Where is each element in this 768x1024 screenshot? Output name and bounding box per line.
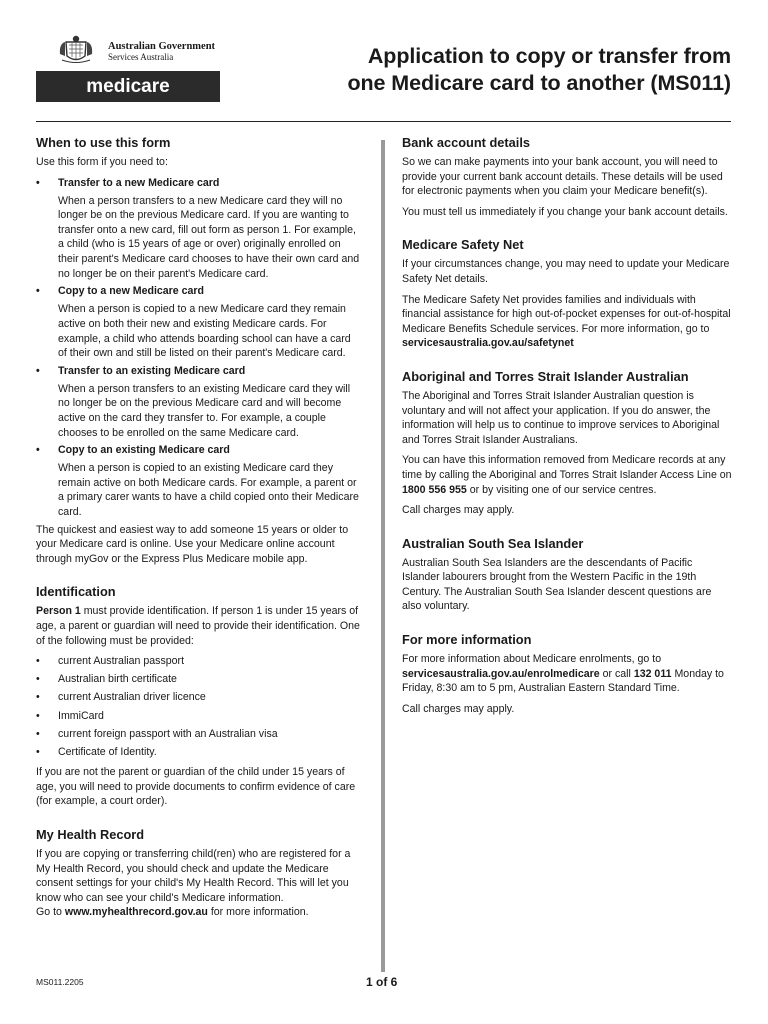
option-title: • Copy to an existing Medicare card [36,443,362,458]
ssi-heading: Australian South Sea Islander [402,535,584,551]
atsi-text: The Aboriginal and Torres Strait Islander Australian question is voluntary and will not affect your application. If you do answer, the information will help us to continue to improve services to Aboriginal and Torres Strait Islander Australians. [402,389,720,446]
safety-net-link[interactable]: servicesaustralia.gov.au/safetynet [402,337,574,350]
health-record-link[interactable]: www.myhealthrecord.gov.au [64,906,208,919]
when-outro: The quickest and easiest way to add someone 15 years or older to your Medicare card is online. Use your Medicare online account through myGov or the Express Plus Medicare mobile app. [36,523,349,565]
medicare-logo: medicare [36,71,220,102]
access-line-phone: 1800 556 955 [402,483,467,496]
bank-heading: Bank account details [402,135,531,150]
health-record-heading: My Health Record [36,827,145,843]
option-title: • Transfer to an existing Medicare card [36,364,362,379]
right-column [402,135,732,722]
left-column [36,135,362,926]
form-code: MS011.2205 [36,977,84,987]
id-document-item: • Australian birth certificate [36,672,362,687]
health-record-text: If you are copying or transferring child(ren) who are registered for a My Health Record, you should check and update the Medicare consent settings for your child's My Health Record. This will let you know who can see your child's Medicare information. Go to www.myhealthrecord.gov.au for more information. [36,848,351,919]
government-logo-text [108,41,215,63]
identification-heading: Identification [36,584,116,600]
option-text: When a person transfers to a new Medicare card they will no longer be on the previous Medicare card. If you are wanting to transfer onto a new card, fill out form as person 1. For example, a child (who is 15 years of age or over) originally enrolled on their parent's Medicare card chooses to have their own card and no longer be on their parent's Medicare card. [58,194,360,280]
government-name: Australian Government [108,41,216,52]
option-title: • Transfer to a new Medicare card [36,176,362,191]
column-divider [381,140,385,972]
id-document-item: • Certificate of Identity. [36,745,362,760]
form-title-line1: Application to copy or transfer from [367,44,731,68]
atsi-call-charges: Call charges may apply. [402,504,515,517]
when-to-use-heading: When to use this form [36,135,171,150]
more-info-heading: For more information [402,632,532,648]
identification-outro: If you are not the parent or guardian of the child under 15 years of age, you will need to provide documents to confirm evidence of care (for example, a court order). [36,766,356,808]
page-number: 1 of 6 [366,975,398,989]
agency-name: Services Australia [108,52,174,62]
bank-notice: You must tell us immediately if you change your bank account details. [402,205,728,218]
coat-of-arms-icon [58,32,94,64]
identification-intro: Person 1 must provide identification. If person 1 is under 15 years of age, a parent or guardian will need to provide their identification. One of the following must be provided: [36,605,360,647]
more-info-text: For more information about Medicare enrolments, go to servicesaustralia.gov.au/enrolmedicare or call 132 011 Monday to Friday, 8:30 am to 5 pm, Australian Eastern Standard Time. [402,653,724,695]
safety-net-info: The Medicare Safety Net provides families and individuals with financial assistance for high out-of-pocket expenses for out-of-hospital Medicare Benefits Schedule services. For more information, go to servicesaustralia.gov.au/safetynet [402,293,731,350]
contact-phone: 132 011 [633,667,672,680]
enrol-medicare-link[interactable]: servicesaustralia.gov.au/enrolmedicare [402,667,600,680]
id-document-item: • current Australian driver licence [36,690,362,705]
more-info-call-charges: Call charges may apply. [402,702,515,715]
atsi-removal-text: You can have this information removed from Medicare records at any time by calling the Aboriginal and Torres Strait Islander Access Line on 1800 556 955 or by visiting one of our service centres. [402,454,732,496]
bank-text: So we can make payments into your bank account, you will need to provide your current bank account details. These details will be used for electronic payments when you claim your Medicare benefit(s). [402,156,723,198]
atsi-heading: Aboriginal and Torres Strait Islander Australian [402,368,689,384]
ssi-text: Australian South Sea Islanders are the descendants of Pacific Islander labourers brought from the Western Pacific in the 19th Century. The Australian South Sea Islander descent questions are also voluntary. [402,556,712,613]
id-document-item: • current Australian passport [36,654,362,669]
when-intro: Use this form if you need to: [36,156,168,168]
safety-net-text: If your circumstances change, you may need to update your Medicare Safety Net details. [402,258,730,285]
option-text: When a person is copied to an existing Medicare card they remain active on both Medicare cards. For example, a parent or a primary carer wants to have a child copied onto their Medicare card. [58,462,359,519]
page-header [36,30,731,120]
id-document-item: • ImmiCard [36,709,362,724]
form-title [347,43,731,97]
header-rule [36,121,731,122]
option-title: • Copy to a new Medicare card [36,284,362,299]
id-document-item: • current foreign passport with an Australian visa [36,727,362,742]
option-text: When a person transfers to an existing Medicare card they will no longer be on the previous Medicare card and will become active on the card they transfer to. For example, a couple chooses to be enrolled on the same Medicare card. [58,382,351,439]
safety-net-heading: Medicare Safety Net [402,237,524,253]
option-text: When a person is copied to a new Medicare card they remain active on both their new and existing Medicare cards. For example, a child who attends boarding school can have a card of their own and still be listed on their parent's Medicare card. [58,303,351,360]
form-title-line2: one Medicare card to another (MS011) [347,71,731,95]
